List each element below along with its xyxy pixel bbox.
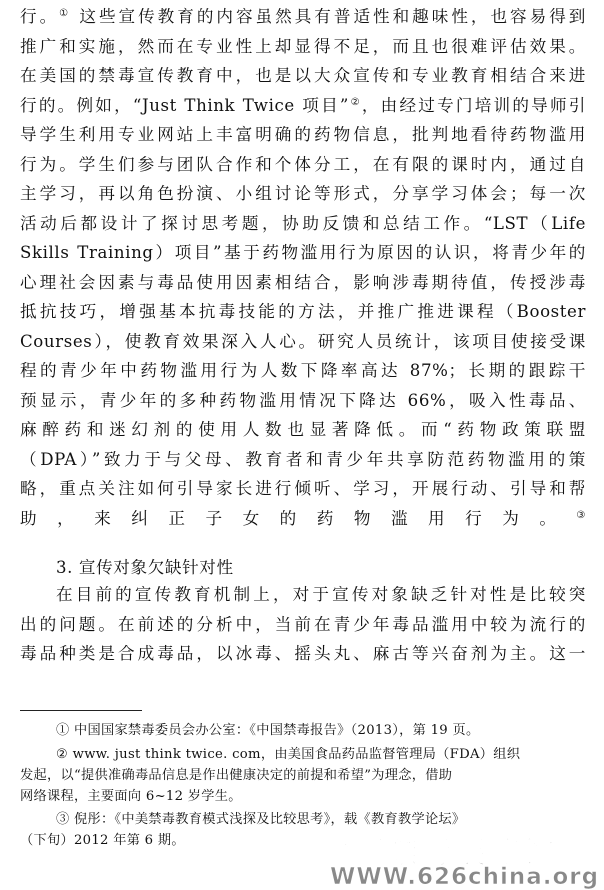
watermark-url: WWW.626china.org — [330, 864, 600, 890]
text-span: 这些宣传教育的内容虽然具有普适性和趣味性，也容易得到 — [71, 7, 586, 26]
text-line: 麻醉药和迷幻剂的使用人数也显著降低。而“药物政策联盟 — [20, 420, 586, 439]
text-span: ，由经过专门培训的导师引 — [361, 95, 586, 115]
text-line: 导学生利用专业网站上丰富明确的药物信息，批判地看待药物滥用 — [20, 125, 586, 144]
footnote-ref: ③ — [576, 509, 586, 521]
text-span: 行的。例如，“Just Think Twice 项目” — [20, 95, 350, 115]
watermark-title: 中国禁毒展览馆 — [320, 836, 558, 871]
text-line: 毒品种类是合成毒品，以冰毒、摇头丸、麻古等兴奋剂为主。这一 — [20, 644, 586, 663]
footnote-line: ③ 倪彤：《中美禁毒教育模式浅探及比较思考》，载《教育教学论坛》 — [56, 812, 466, 827]
text-line: 在美国的禁毒宣传教育中，也是以大众宣传和专业教育相结合来进 — [20, 66, 586, 85]
footnote-ref: ① — [59, 8, 72, 19]
footnote-1 — [20, 720, 586, 741]
text-line — [20, 91, 586, 121]
text-line: 在目前的宣传教育机制上，对于宣传对象缺乏针对性是比较突 — [56, 585, 586, 604]
text-span: 助，来纠正子女的药物滥用行为。 — [20, 508, 577, 528]
text-line — [20, 2, 586, 32]
footnote-divider — [20, 710, 142, 711]
footnote-line: 网络课程，主要面向 6~12 岁学生。 — [20, 789, 242, 804]
text-line: 主学习，再以角色扮演、小组讨论等形式，分享学习体会；每一次 — [20, 184, 586, 203]
text-line: 抵抗技巧，增强基本抗毒技能的方法，并推广推进课程（Booster — [20, 302, 586, 321]
text-line: Skills Training）项目”基于药物滥用行为原因的认识，将青少年的 — [20, 243, 586, 262]
section-heading: 3. 宣传对象欠缺针对性 — [56, 558, 234, 577]
body-paragraph — [20, 2, 586, 533]
watermark — [320, 828, 604, 889]
text-span: 行。 — [20, 7, 60, 26]
footnote-line: （下旬）2012 年第 6 期。 — [20, 833, 185, 848]
text-line: （DPA）”致力于与父母、教育者和青少年共享防范药物滥用的策 — [20, 449, 586, 469]
text-line: 略，重点关注如何引导家长进行倾听、学习，开展行动、引导和帮 — [20, 479, 586, 498]
text-line: 程的青少年中药物滥用行为人数下降率高达 87%；长期的跟踪干 — [20, 361, 586, 380]
text-line: 心理社会因素与毒品使用因素相结合，影响涉毒期待值，传授涉毒 — [20, 272, 586, 292]
text-line: 推广和实施，然而在专业性上却显得不足，而且也很难评估效果。 — [20, 36, 586, 56]
footnote-line: 发起，以“提供准确毒品信息是作出健康决定的前提和希望”为理念，借助 — [20, 768, 453, 783]
second-paragraph — [20, 580, 586, 669]
text-line: Courses），使教育效果深入人心。研究人员统计，该项目使接受课 — [20, 331, 586, 351]
footnote-line: ② www. just think twice. com，由美国食品药品监督管理局（FDA）组织 — [56, 747, 521, 762]
footnote-line: ① 中国国家禁毒委员会办公室：《中国禁毒报告》（2013），第 19 页。 — [56, 723, 480, 738]
text-line: 出的问题。在前述的分析中，当前在青少年毒品滥用中较为流行的 — [20, 614, 586, 634]
text-line: 预显示，青少年的多种药物滥用情况下降达 66%，吸入性毒品、 — [20, 390, 586, 410]
text-line — [20, 504, 586, 534]
text-line: 活动后都设计了探讨思考题，协助反馈和总结工作。“LST（Life — [20, 213, 586, 233]
text-line: 行为。学生们参与团队合作和个体分工，在有限的课时内，通过自 — [20, 154, 586, 174]
footnote-2 — [20, 744, 586, 807]
footnote-ref: ② — [349, 96, 362, 108]
